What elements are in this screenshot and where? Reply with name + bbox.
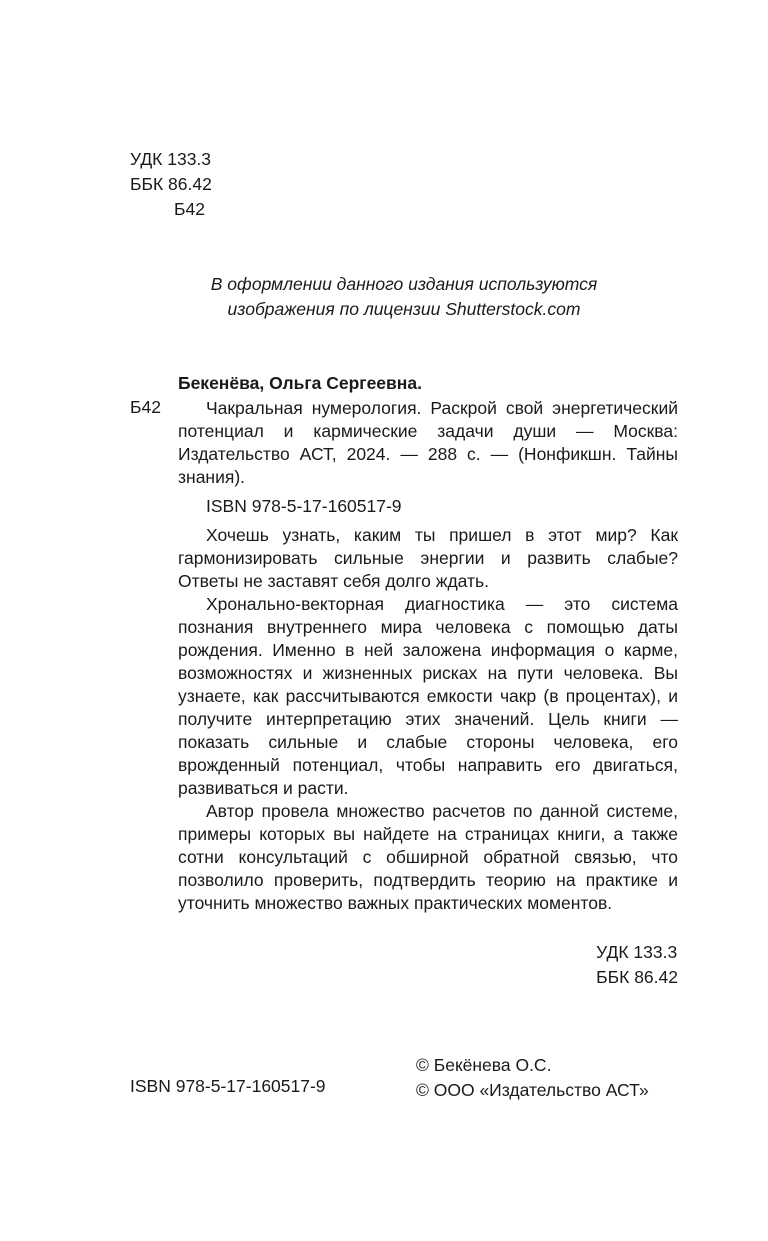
annotation <box>178 524 678 915</box>
udk-code: УДК 133.3 <box>130 149 212 169</box>
footer-isbn: ISBN 978-5-17-160517-9 <box>130 1076 326 1096</box>
classification-codes <box>130 147 212 222</box>
entry-isbn: ISBN 978-5-17-160517-9 <box>206 496 402 516</box>
bbk-code-right: ББК 86.42 <box>596 967 678 987</box>
annotation-paragraph: Хронально-векторная диагностика — это система познания внутреннего мира человека с помощью даты рождения. Именно в ней заложена информация о карме, возможностях и жизненных рисках на пути человека. Вы узнаете, как рассчитываются емкости чакр (в процентах), и получите интерпретацию этих значений. Цель книги — показать сильные и слабые стороны человека, его врожденный потенциал, чтобы направить его двигаться, развиваться и расти. <box>178 594 678 798</box>
entry-author-mark: Б42 <box>130 397 161 417</box>
license-line-1: В оформлении данного издания используются <box>210 274 598 294</box>
classification-codes-right <box>596 940 678 990</box>
copyright-author: © Бекёнева О.С. <box>416 1055 552 1075</box>
bbk-code: ББК 86.42 <box>130 174 212 194</box>
copyright-publisher: © ООО «Издательство АСТ» <box>416 1080 649 1100</box>
license-note <box>130 272 678 322</box>
copyright-block <box>416 1053 649 1103</box>
annotation-paragraph: Хочешь узнать, каким ты пришел в этот мир? Как гармонизировать сильные энергии и развить слабые? Ответы не заставят себя долго ждать. <box>178 525 678 591</box>
author-heading: Бекенёва, Ольга Сергеевна. <box>178 373 422 393</box>
bibliographic-description: Чакральная нумерология. Раскрой свой энергетический потенциал и кармические задачи души — Москва: Издательство АСТ, 2024. — 288 с. — (Нонфикшн. Тайны знания). <box>178 398 678 487</box>
license-line-2: изображения по лицензии Shutterstock.com <box>227 299 581 319</box>
author-mark: Б42 <box>174 199 205 219</box>
annotation-paragraph: Автор провела множество расчетов по данной системе, примеры которых вы найдете на страницах книги, а также сотни консультаций с обширной обратной связью, что позволило проверить, подтвердить теорию на практике и уточнить множество важных практических моментов. <box>178 801 678 913</box>
udk-code-right: УДК 133.3 <box>596 942 678 962</box>
